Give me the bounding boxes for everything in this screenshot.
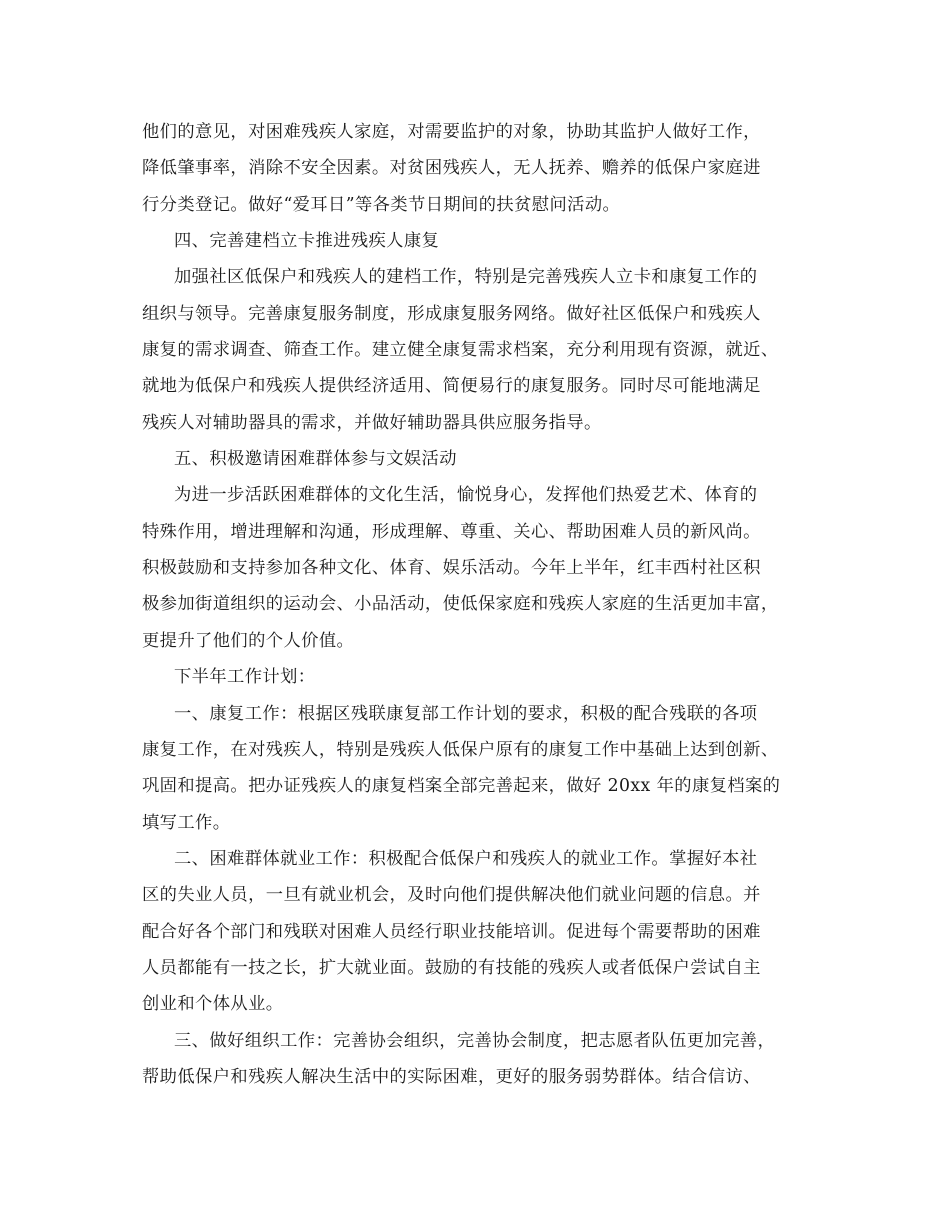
text-line: 创业和个体从业。 [142,994,284,1015]
text-line: 人员都能有一技之长，扩大就业面。鼓励的有技能的残疾人或者低保户尝试自主 [142,957,761,978]
text-line: 组织与领导。完善康复服务制度，形成康复服务网络。做好社区低保户和残疾人 [142,303,761,324]
section-heading: 五、积极邀请困难群体参与文娱活动 [174,449,457,470]
text-line: 行分类登记。做好“爱耳日”等各类节日期间的扶贫慰问活动。 [142,194,621,215]
text-line: 更提升了他们的个人价值。 [142,630,355,651]
text-line: 帮助低保户和残疾人解决生活中的实际困难，更好的服务弱势群体。结合信访、 [142,1066,761,1087]
text-line: 区的失业人员，一旦有就业机会，及时向他们提供解决他们就业问题的信息。并 [142,885,761,906]
text-line: 残疾人对辅助器具的需求，并做好辅助器具供应服务指导。 [142,412,602,433]
text-line: 填写工作。 [142,812,231,833]
paragraph-first-line: 加强社区低保户和残疾人的建档工作，特别是完善残疾人立卡和康复工作的 [174,267,758,288]
text-line: 降低肇事率，消除不安全因素。对贫困残疾人，无人抚养、赡养的低保户家庭进 [142,158,761,179]
paragraph-first-line: 一、康复工作：根据区残联康复部工作计划的要求，积极的配合残联的各项 [174,703,758,724]
text-line: 巩固和提高。把办证残疾人的康复档案全部完善起来，做好 20xx 年的康复档案的 [142,776,781,797]
text-line: 他们的意见，对困难残疾人家庭，对需要监护的对象，协助其监护人做好工作， [142,122,761,142]
section-heading: 下半年工作计划： [174,667,316,688]
text-line: 特殊作用，增进理解和沟通，形成理解、尊重、关心、帮助困难人员的新风尚。 [142,521,761,542]
paragraph-first-line: 二、困难群体就业工作：积极配合低保户和残疾人的就业工作。掌握好本社 [174,848,758,869]
text-line: 康复工作，在对残疾人，特别是残疾人低保户原有的康复工作中基础上达到创新、 [142,739,779,760]
paragraph-first-line: 三、做好组织工作：完善协会组织，完善协会制度，把志愿者队伍更加完善， [174,1030,776,1051]
text-line: 康复的需求调查、筛查工作。建立健全康复需求档案，充分利用现有资源，就近、 [142,340,779,361]
text-line: 极参加街道组织的运动会、小品活动，使低保家庭和残疾人家庭的生活更加丰富， [142,594,779,615]
document-body [142,114,812,1095]
text-line: 就地为低保户和残疾人提供经济适用、简便易行的康复服务。同时尽可能地满足 [142,376,761,397]
text-line: 积极鼓励和支持参加各种文化、体育、娱乐活动。今年上半年，红丰西村社区积 [142,558,761,579]
paragraph-first-line: 为进一步活跃困难群体的文化生活，愉悦身心，发挥他们热爱艺术、体育的 [174,485,758,506]
text-line: 配合好各个部门和残联对困难人员经行职业技能培训。促进每个需要帮助的困难 [142,921,761,942]
section-heading: 四、完善建档立卡推进残疾人康复 [174,231,440,252]
